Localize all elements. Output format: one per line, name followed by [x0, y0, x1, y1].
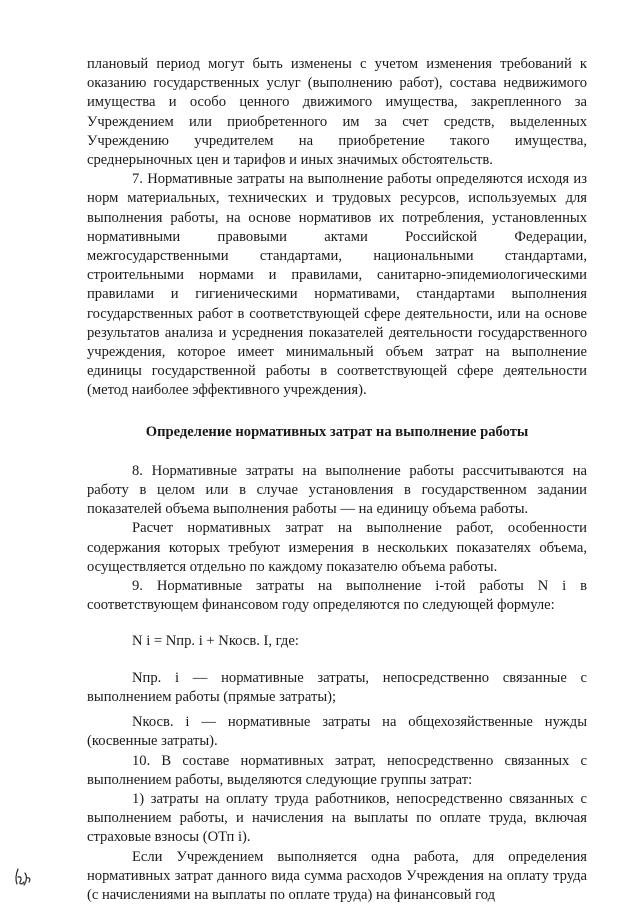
- paragraph-single-work: Если Учреждением выполняется одна работа, для определения нормативных затрат данного вида сумма расходов Учреждения на оплату труда (с начислениями на выплаты по оплате труда) на финансовый год: [87, 848, 587, 903]
- definition-direct-costs: Nпр. i — нормативные затраты, непосредственно связанные с выполнением работы (прямые затраты);: [87, 669, 587, 705]
- document-body: [87, 55, 587, 905]
- paragraph-item-7: 7. Нормативные затраты на выполнение работы определяются исходя из норм материальных, технических и трудовых ресурсов, используемых для выполнения работы, на основе нормативов их потребления, установленных нормативными правовыми актами Российской Федерации, межгосударственными стандартами, национальными стандартами, строительными нормами и правилами, санитарно-эпидемиологическими правилами и гигиеническими нормативами, стандартами выполнения государственных работ в соответствующей сфере деятельности, или на основе результатов анализа и усреднения показателей деятельности государственного учреждения, которое имеет минимальный объем затрат на выполнение единицы государственной работы в соответствующей сфере деятельности (метод наиболее эффективного учреждения).: [87, 171, 587, 399]
- list-item-1: 1) затраты на оплату труда работников, непосредственно связанных с выполнением работы, и начисления на выплаты по оплате труда, включая страховые взносы (ОТп i).: [87, 790, 587, 846]
- paragraph-item-9: 9. Нормативные затраты на выполнение i-той работы N i в соответствующем финансовом году определяются по следующей формуле:: [87, 578, 587, 614]
- handwritten-mark-icon: [12, 866, 34, 888]
- paragraph-item-10: 10. В составе нормативных затрат, непосредственно связанных с выполнением работы, выделяются следующие группы затрат:: [87, 752, 587, 788]
- formula-line: N i = Nпр. i + Nкосв. I, где:: [132, 633, 299, 650]
- paragraph-continuation: плановый период могут быть изменены с учетом изменения требований к оказанию государственных услуг (выполнению работ), состава недвижимого имущества и особо ценного движимого имущества, закрепленного за Учреждением или приобретенного им за счет средств, выделенных Учреждению учредителем на приобретение такого имущества, среднерыночных цен и тарифов и иных значимых обстоятельств.: [87, 56, 587, 169]
- paragraph-calculation: Расчет нормативных затрат на выполнение работ, особенности содержания которых требуют измерения в нескольких показателях объема, осуществляется отдельно по каждому показателю объема работы.: [87, 520, 587, 575]
- definition-indirect-costs: Nкосв. i — нормативные затраты на общехозяйственные нужды (косвенные затраты).: [87, 714, 587, 750]
- section-heading: Определение нормативных затрат на выполнение работы: [145, 423, 529, 440]
- paragraph-item-8: 8. Нормативные затраты на выполнение работы рассчитываются на работу в целом или в случае установления в государственном задании показателей объема выполнения работы — на единицу объема работы.: [87, 462, 587, 518]
